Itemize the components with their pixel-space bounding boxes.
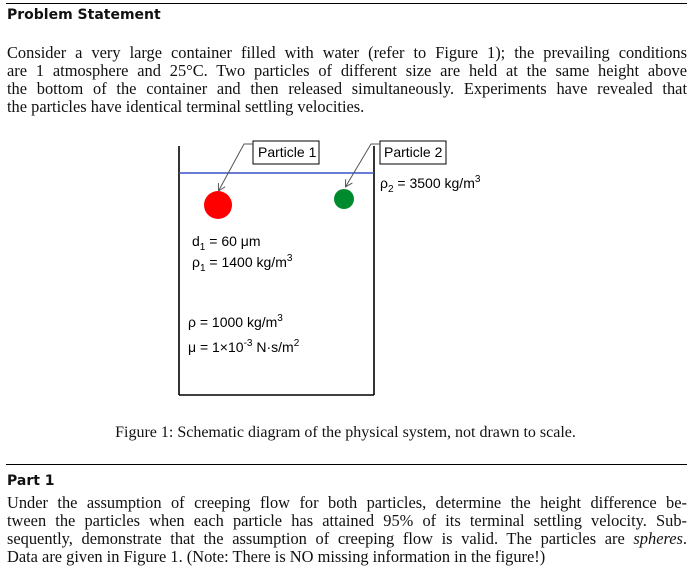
particle-2-label: Particle 2	[384, 144, 443, 160]
d1-label: $d_1 = 60$ μm	[192, 233, 261, 253]
part1-line-1: Under the assumption of creeping flow for both particles, determine the height difference be-	[7, 493, 687, 512]
part-1-text	[7, 494, 687, 566]
problem-statement-heading: Problem Statement	[7, 7, 161, 23]
spheres-word: spheres	[633, 529, 683, 548]
particle-2-leader-arrow	[346, 144, 380, 186]
particle-1-circle	[204, 191, 232, 219]
rho2-label: $\rho_2 = 3500$ $kg/m^3$	[380, 174, 481, 195]
rho-fluid-label: ρ = 1000 $kg/m^3$	[188, 313, 283, 330]
problem-line-3: the bottom of the container and then released simultaneously. Experiments have revealed that	[7, 79, 687, 98]
part1-line-3: sequently, demonstrate that the assumption of creeping flow is valid. The particles are spheres.	[7, 529, 687, 548]
particle-2-circle	[334, 189, 354, 209]
particle-1-label: Particle 1	[258, 144, 317, 160]
figure-caption: Figure 1: Schematic diagram of the physical system, not drawn to scale.	[115, 424, 576, 441]
rho1-label: $\rho_1 = 1400$ $kg/m^3$	[192, 253, 293, 274]
section-rule	[6, 464, 687, 465]
part1-line-2: tween the particles when each particle has attained 95% of its terminal settling velocity. Sub-	[7, 511, 687, 530]
problem-line-2: are 1 atmosphere and 25°C. Two particles of different size are held at the same height above	[7, 61, 687, 80]
problem-line-4: the particles have identical terminal settling velocities.	[7, 97, 365, 116]
part1-line-4: Data are given in Figure 1. (Note: There is NO missing information in the figure!)	[7, 547, 546, 566]
particle-1-leader-arrow	[219, 144, 253, 190]
problem-line-1: Consider a very large container filled with water (refer to Figure 1); the prevailing conditions	[7, 43, 687, 62]
mu-fluid-label: $\mu = 1\times 10^{-3}$ $N\cdot s/m^2$	[188, 338, 300, 355]
part-1-heading: Part 1	[7, 473, 55, 489]
